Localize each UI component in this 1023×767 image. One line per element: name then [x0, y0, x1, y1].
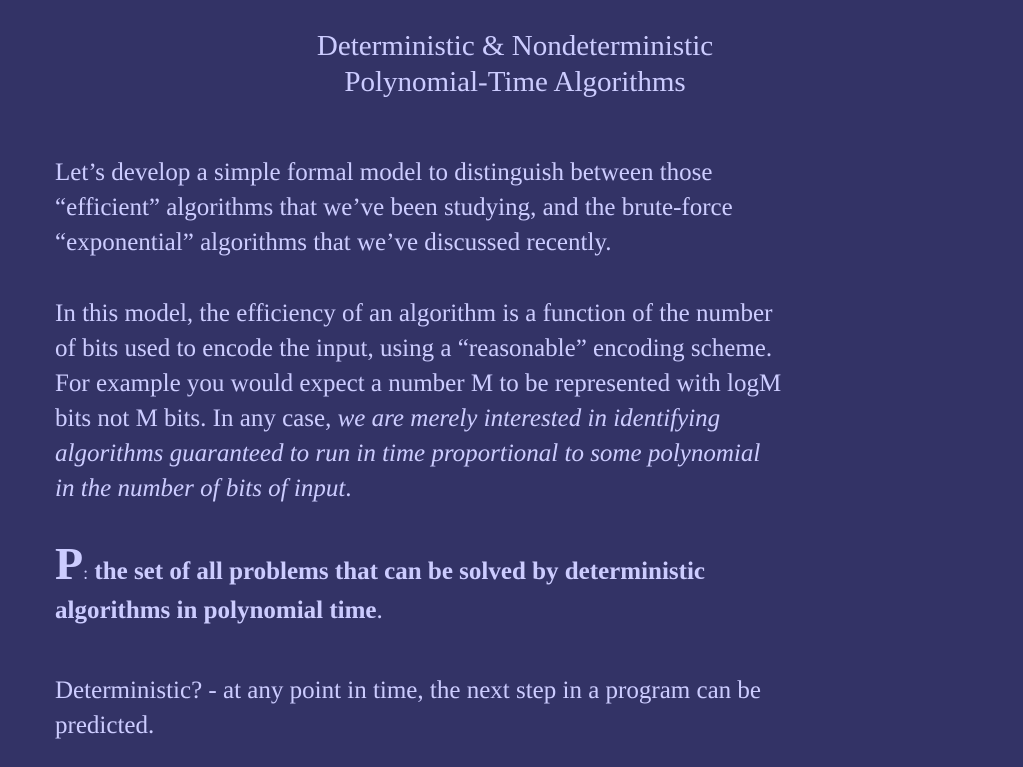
model-line-6-end: .: [345, 475, 352, 502]
model-line-4-plain: bits not M bits. In any case,: [55, 405, 338, 432]
deterministic-line-1: Deterministic? - at any point in time, the next step in a program can be: [55, 677, 762, 704]
p-symbol: P: [55, 538, 84, 589]
title-line-1: Deterministic & Nondeterministic: [316, 30, 714, 62]
model-line-3: For example you would expect a number M to be represented with logM: [55, 370, 782, 397]
deterministic-line-2: predicted.: [55, 712, 155, 739]
intro-line-2: “efficient” algorithms that we’ve been studying, and the brute-force: [55, 194, 733, 221]
definition-line-1: [55, 538, 975, 592]
p-definition: [55, 538, 975, 630]
model-line-4-italic: we are merely interested in identifying: [337, 405, 721, 432]
definition-text-1: the set of all problems that can be solved by deterministic: [94, 558, 705, 585]
model-paragraph: [55, 296, 975, 506]
definition-text-2: algorithms in polynomial time: [55, 597, 377, 624]
slide-title: [0, 28, 1023, 100]
model-line-6: [55, 471, 975, 506]
definition-end: .: [376, 597, 383, 624]
intro-line-3: “exponential” algorithms that we’ve discussed recently.: [55, 229, 612, 256]
title-line-2: Polynomial-Time Algorithms: [344, 66, 686, 98]
definition-colon: :: [83, 563, 89, 583]
model-line-1: In this model, the efficiency of an algorithm is a function of the number: [55, 300, 773, 327]
model-line-6-italic: in the number of bits of input: [55, 475, 346, 502]
model-line-2: of bits used to encode the input, using a “reasonable” encoding scheme.: [55, 335, 773, 362]
definition-line-2: [55, 592, 975, 630]
model-line-5: algorithms guaranteed to run in time proportional to some polynomial: [55, 440, 761, 467]
model-line-4: [55, 401, 975, 436]
deterministic-paragraph: [55, 673, 975, 743]
intro-paragraph: [55, 155, 975, 260]
intro-line-1: Let’s develop a simple formal model to distinguish between those: [55, 159, 713, 186]
